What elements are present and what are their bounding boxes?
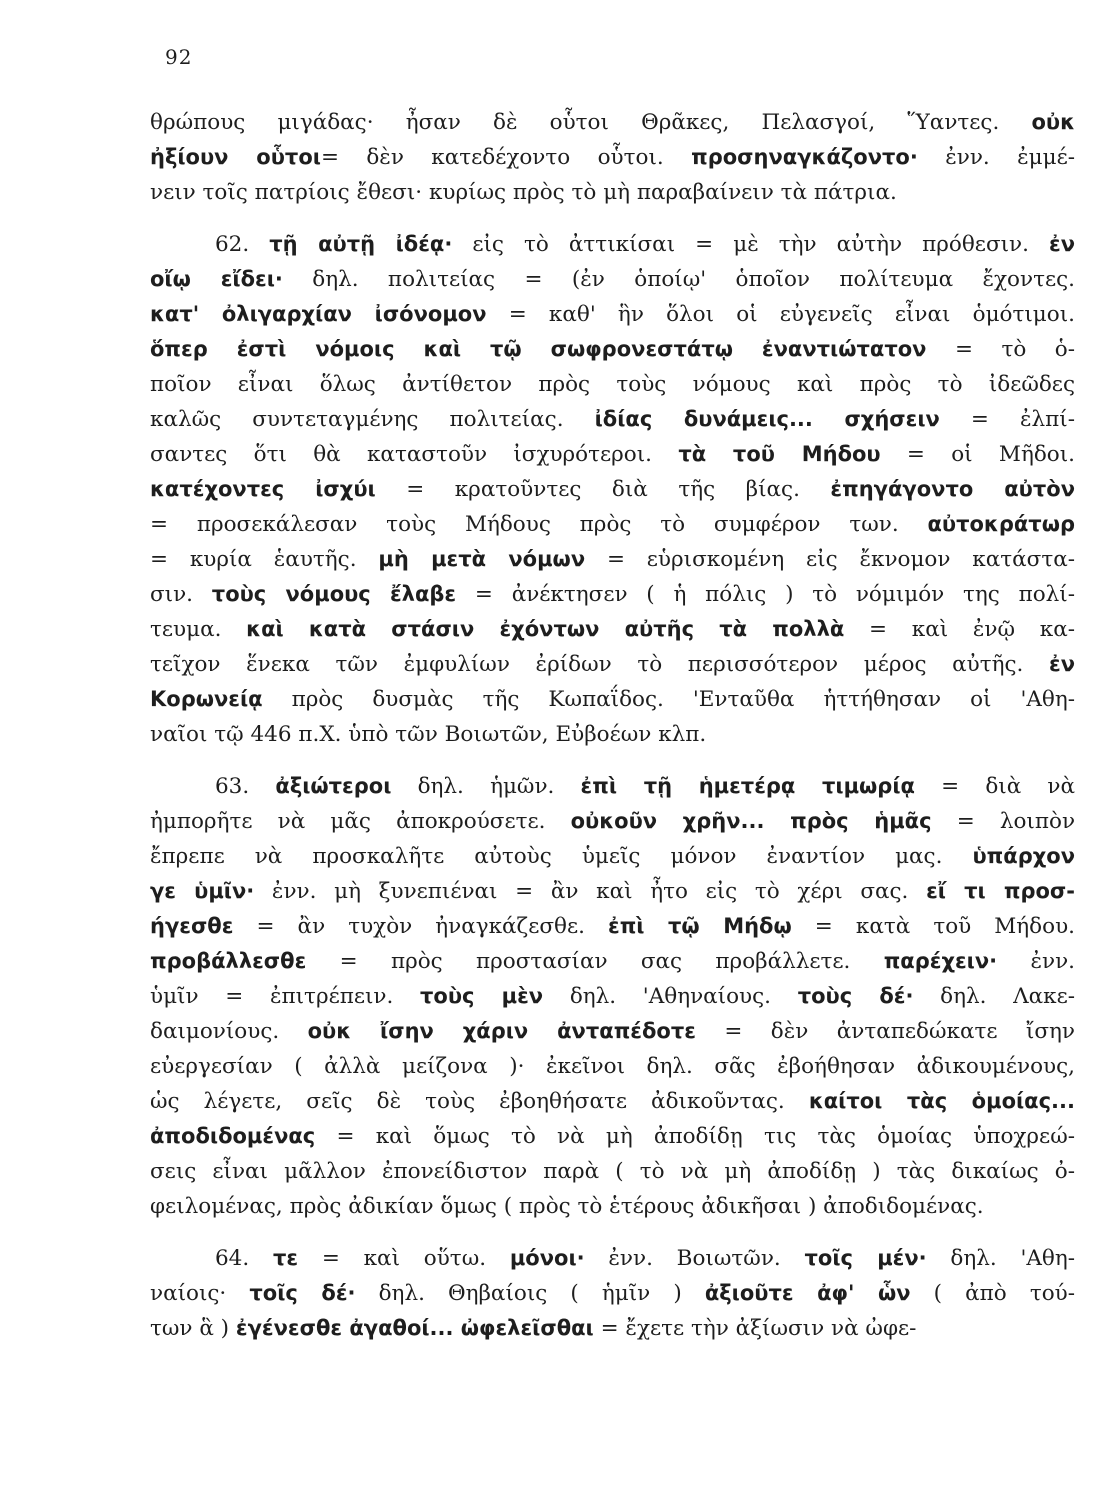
gloss-text: δηλ. 'Αθη-: [926, 1246, 1075, 1271]
lemma: κατέχοντες ἰσχύι: [150, 477, 376, 501]
gloss-text: των ἃ ): [150, 1316, 236, 1341]
gloss-text: σεις εἶναι μᾶλλον ἐπονείδιστον παρὰ ( τὸ νὰ μὴ ἀποδίδῃ ) τὰς δικαίως ὀ-: [150, 1159, 1075, 1184]
gloss-text: ὑμῖν = ἐπιτρέπειν.: [150, 984, 421, 1009]
lemma: ἐπὶ τῇ ἡμετέρᾳ τιμωρίᾳ: [580, 774, 915, 798]
text-line: [150, 1119, 1075, 1154]
text-line: [150, 105, 1075, 140]
gloss-text: = δὲν ἀνταπεδώκατε ἴσην: [695, 1019, 1075, 1044]
lemma: κατ' ὀλιγαρχίαν ἰσόνομον: [150, 302, 487, 326]
lemma: γε ὑμῖν·: [150, 879, 255, 903]
lemma: μόνοι·: [509, 1246, 585, 1270]
text-line: [150, 367, 1075, 402]
lemma: τῇ αὐτῇ ἰδέᾳ·: [269, 232, 453, 256]
lemma: προσηναγκάζοντο·: [691, 145, 918, 169]
lemma: τοὺς δέ·: [797, 984, 914, 1008]
gloss-text: 62.: [215, 232, 270, 257]
lemma: καὶ κατὰ στάσιν ἐχόντων αὐτῆς τὰ πολλὰ: [246, 617, 845, 641]
lemma: τε: [272, 1246, 299, 1270]
lemma: παρέχειν·: [883, 949, 998, 973]
gloss-text: δηλ. 'Αθηναίους.: [543, 984, 798, 1009]
text-line: [150, 297, 1075, 332]
text-line: [150, 1014, 1075, 1049]
text-line: [150, 717, 1075, 752]
gloss-text: δηλ. Λακε-: [913, 984, 1075, 1009]
lemma: τοῖς δέ·: [249, 1281, 356, 1305]
gloss-text: τευμα.: [150, 617, 247, 642]
text-line: [150, 1189, 1075, 1224]
gloss-text: ναίοις·: [150, 1281, 250, 1306]
lemma: προβάλλεσθε: [150, 949, 307, 973]
text-line: [150, 262, 1075, 297]
lemma: τοὺς νόμους ἔλαβε: [211, 582, 457, 606]
text-line: [150, 402, 1075, 437]
gloss-text: εἰς τὸ ἀττικίσαι = μὲ τὴν αὐτὴν πρόθεσιν.: [452, 232, 1049, 257]
gloss-text: ἐνν.: [997, 949, 1075, 974]
gloss-text: δηλ. ἡμῶν.: [391, 774, 581, 799]
lemma: ὑπάρχον: [972, 844, 1075, 868]
gloss-text: τεῖχον ἕνεκα τῶν ἐμφυλίων ἐρίδων τὸ περισσότερον μέρος αὐτῆς.: [150, 652, 1049, 677]
paragraph-gap: [150, 210, 1075, 227]
gloss-text: = ἂν τυχὸν ἠναγκάζεσθε.: [233, 914, 608, 939]
gloss-text: ἠμπορῆτε νὰ μᾶς ἀποκρούσετε.: [150, 809, 571, 834]
text-line: [150, 1084, 1075, 1119]
gloss-text: δαιμονίους.: [150, 1019, 308, 1044]
text-line: [150, 979, 1075, 1014]
gloss-text: νειν τοῖς πατρίοις ἔθεσι· κυρίως πρὸς τὸ μὴ παραβαίνειν τὰ πάτρια.: [150, 180, 897, 205]
lemma: ἰδίας δυνάμεις... σχήσειν: [594, 407, 940, 431]
lemma: τὰ τοῦ Μήδου: [678, 442, 881, 466]
gloss-text: ἐνν. Βοιωτῶν.: [584, 1246, 805, 1271]
gloss-text: εὐεργεσίαν ( ἀλλὰ μείζονα )· ἐκεῖνοι δηλ. σᾶς ἐβοήθησαν ἀδικουμένους,: [150, 1054, 1075, 1079]
lemma: τοῖς μέν·: [804, 1246, 927, 1270]
lemma: οὐκ ἴσην χάριν ἀνταπέδοτε: [307, 1019, 696, 1043]
gloss-text: θρώπους μιγάδας· ἦσαν δὲ οὗτοι Θρᾶκες, Πελασγοί, Ὕαντες.: [150, 110, 1032, 135]
gloss-text: = τὸ ὁ-: [926, 337, 1075, 362]
lemma: μὴ μετὰ νόμων: [378, 547, 586, 571]
text-line: [150, 1241, 1075, 1276]
lemma: αὐτοκράτωρ: [927, 512, 1075, 536]
text-line: [150, 1049, 1075, 1084]
lemma: Κορωνείᾳ: [150, 687, 263, 711]
gloss-text: = πρὸς προστασίαν σας προβάλλετε.: [306, 949, 884, 974]
text-line: [150, 227, 1075, 262]
text-line: [150, 1311, 1075, 1346]
text-line: [150, 909, 1075, 944]
gloss-text: = οἱ Μῆδοι.: [880, 442, 1075, 467]
lemma: οὐκοῦν χρῆν... πρὸς ἡμᾶς: [570, 809, 932, 833]
gloss-text: = καθ' ἣν ὅλοι οἱ εὐγενεῖς εἶναι ὁμότιμοι.: [486, 302, 1075, 327]
text-line: [150, 472, 1075, 507]
gloss-text: 64.: [215, 1246, 273, 1271]
text-line: [150, 332, 1075, 367]
gloss-text: = ἐλπί-: [939, 407, 1075, 432]
text-line: [150, 944, 1075, 979]
gloss-text: = ἔχετε τὴν ἀξίωσιν νὰ ὠφε-: [593, 1316, 917, 1341]
lemma: ὅπερ ἐστὶ νόμοις καὶ τῷ σωφρονεστάτῳ ἐναντιώτατον: [150, 337, 927, 361]
text-line: [150, 769, 1075, 804]
gloss-text: = ἀνέκτησεν ( ἡ πόλις ) τὸ νόμιμόν της πολί-: [456, 582, 1076, 607]
lemma: τοὺς μὲν: [420, 984, 544, 1008]
text-line: [150, 175, 1075, 210]
gloss-text: = κυρία ἑαυτῆς.: [150, 547, 379, 572]
gloss-text: = λοιπὸν: [931, 809, 1076, 834]
text-line: [150, 612, 1075, 647]
lemma: ἐπὶ τῷ Μήδῳ: [608, 914, 792, 938]
gloss-text: = δὲν κατεδέχοντο οὗτοι.: [320, 145, 692, 170]
gloss-text: πρὸς δυσμὰς τῆς Κωπαΐδος. 'Ενταῦθα ἡττήθησαν οἱ 'Αθη-: [262, 687, 1075, 712]
gloss-text: 63.: [215, 774, 276, 799]
lemma: οἴῳ εἴδει·: [150, 267, 283, 291]
gloss-text: = εὑρισκομένη εἰς ἔκνομον κατάστα-: [585, 547, 1075, 572]
gloss-text: ἐνν. μὴ ξυνεπιέναι = ἂν καὶ ἦτο εἰς τὸ χέρι σας.: [254, 879, 927, 904]
lemma: ἐπηγάγοντο αὐτὸν: [830, 477, 1076, 501]
paragraph-gap: [150, 752, 1075, 769]
lemma: ἀξιοῦτε ἀφ' ὧν: [704, 1281, 911, 1305]
lemma: ἠξίουν οὗτοι: [150, 145, 321, 169]
gloss-text: ἐνν. ἐμμέ-: [917, 145, 1075, 170]
lemma: καίτοι τὰς ὁμοίας...: [808, 1089, 1075, 1113]
lemma: ἀξιώτεροι: [275, 774, 392, 798]
gloss-text: δηλ. Θηβαίοις ( ἡμῖν ): [355, 1281, 705, 1306]
lemma: οὐκ: [1031, 110, 1075, 134]
lemma: ήγεσθε: [150, 914, 234, 938]
gloss-text: = καὶ οὕτω.: [298, 1246, 510, 1271]
text-line: [150, 437, 1075, 472]
gloss-text: ποῖον εἶναι ὅλως ἀντίθετον πρὸς τοὺς νόμους καὶ πρὸς τὸ ἰδεῶδες: [150, 372, 1075, 397]
gloss-text: φειλομένας, πρὸς ἀδικίαν ὅμως ( πρὸς τὸ ἑτέρους ἀδικῆσαι ) ἀποδιδομένας.: [150, 1194, 984, 1219]
lemma: ἀποδιδομένας: [150, 1124, 316, 1148]
page-number: 92: [165, 45, 193, 69]
gloss-text: = κατὰ τοῦ Μήδου.: [791, 914, 1075, 939]
gloss-text: ἔπρεπε νὰ προσκαλῆτε αὐτοὺς ὑμεῖς μόνον ἐναντίον μας.: [150, 844, 973, 869]
gloss-text: σαντες ὅτι θὰ καταστοῦν ἰσχυρότεροι.: [150, 442, 679, 467]
text-line: [150, 542, 1075, 577]
text-line: [150, 507, 1075, 542]
text-line: [150, 874, 1075, 909]
gloss-text: καλῶς συντεταγμένης πολιτείας.: [150, 407, 595, 432]
gloss-text: ( ἀπὸ τού-: [910, 1281, 1075, 1306]
lemma: εἴ τι προσ-: [926, 879, 1075, 903]
text-line: [150, 140, 1075, 175]
lemma: ἐγένεσθε ἀγαθοί... ὠφελεῖσθαι: [235, 1316, 594, 1340]
gloss-text: = καὶ ὅμως τὸ νὰ μὴ ἀποδίδῃ τις τὰς ὁμοίας ὑποχρεώ-: [315, 1124, 1075, 1149]
lemma: ἐν: [1049, 652, 1075, 676]
text-line: [150, 647, 1075, 682]
gloss-text: δηλ. πολιτείας = (ἐν ὁποίῳ' ὁποῖον πολίτευμα ἔχοντες.: [282, 267, 1075, 292]
gloss-text: = κρατοῦντες διὰ τῆς βίας.: [375, 477, 831, 502]
paragraph-gap: [150, 1224, 1075, 1241]
text-line: [150, 1154, 1075, 1189]
text-line: [150, 577, 1075, 612]
gloss-text: = προσεκάλεσαν τοὺς Μήδους πρὸς τὸ συμφέρον των.: [150, 512, 928, 537]
gloss-text: = καὶ ἐνῷ κα-: [844, 617, 1075, 642]
text-line: [150, 839, 1075, 874]
gloss-text: ναῖοι τῷ 446 π.Χ. ὑπὸ τῶν Βοιωτῶν, Εὐβοέων κλπ.: [150, 722, 707, 747]
lemma: ἐν: [1049, 232, 1075, 256]
gloss-text: = διὰ νὰ: [914, 774, 1076, 799]
text-line: [150, 1276, 1075, 1311]
gloss-text: ὡς λέγετε, σεῖς δὲ τοὺς ἐβοηθήσατε ἀδικοῦντας.: [150, 1089, 809, 1114]
gloss-text: σιν.: [150, 582, 212, 607]
commentary-body: [150, 105, 1075, 1346]
text-line: [150, 682, 1075, 717]
text-line: [150, 804, 1075, 839]
